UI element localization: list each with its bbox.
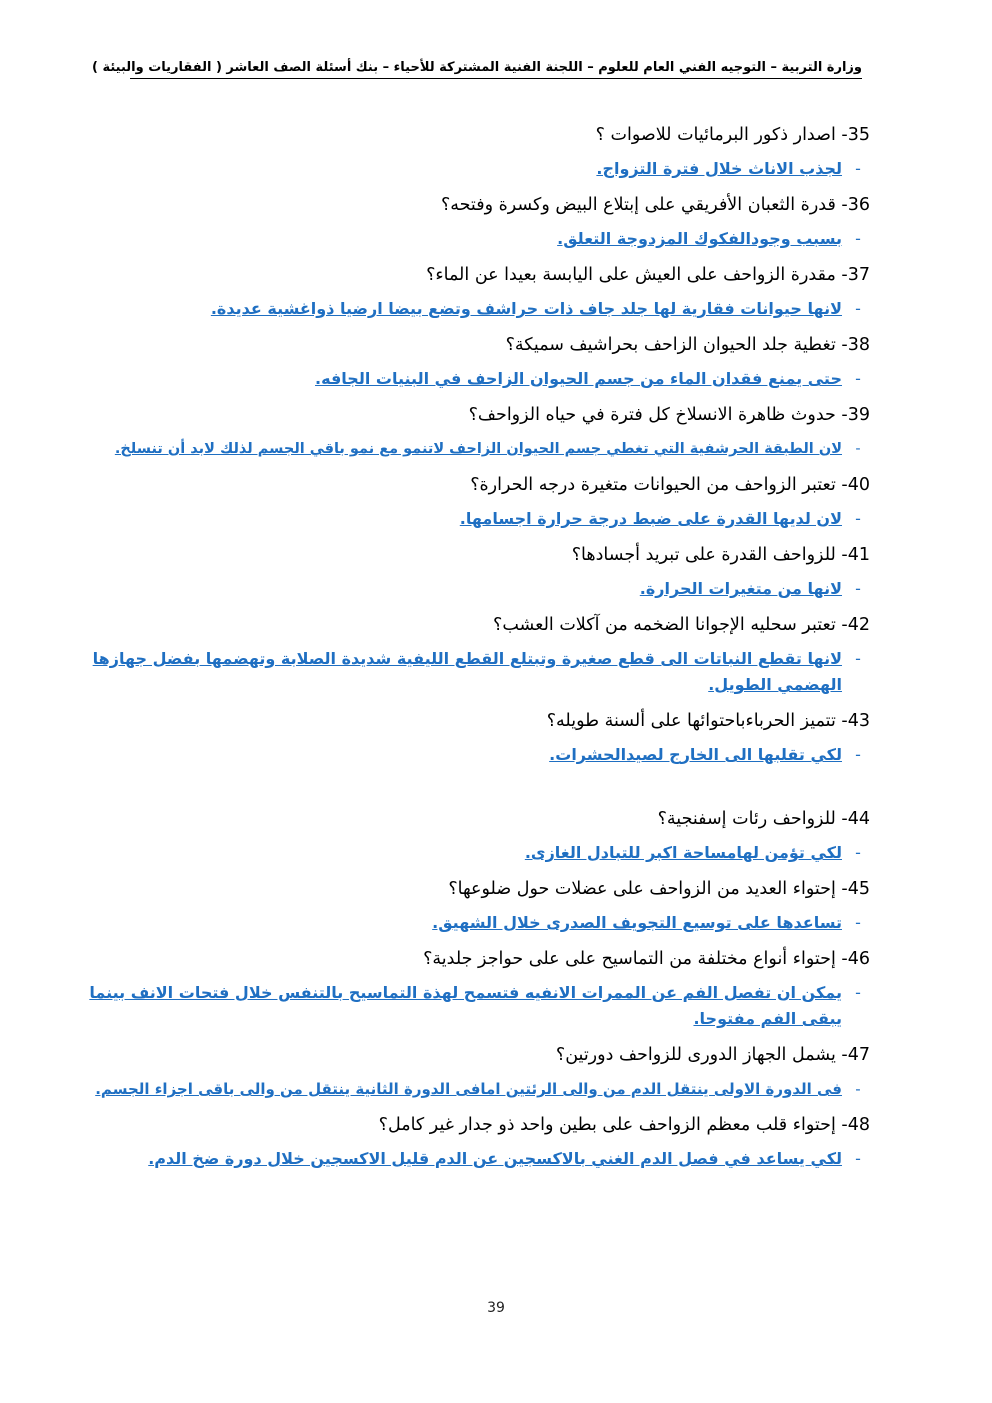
dash-marker: - <box>855 649 861 668</box>
page-header: وزارة التربية – التوجيه الفني العام للعلوم – اللجنة الفنية المشتركة للأحياء – بنك أسئلة الصف العاشر ( الفقاريات والبيئة ) <box>130 60 862 79</box>
answer-41 <box>90 576 874 602</box>
question-41: 41- للزواحف القدرة على تبريد أجسادها؟ <box>571 545 870 565</box>
answer-44 <box>90 840 874 866</box>
question-43: 43- تتميز الحرباءباحتوائها على ألسنة طويله؟ <box>546 711 870 731</box>
question-35: 35- اصدار ذكور البرمائيات للاصوات ؟ <box>595 125 870 145</box>
answer-text-35: لجذب الاناث خلال فترة التزواج. <box>596 159 842 178</box>
answer-48 <box>90 1146 874 1172</box>
dash-marker: - <box>855 913 861 932</box>
answer-text-46: يمكن ان تفصل الفم عن الممرات الانفيه فتسمح لهذة التماسيح بالتنفس خلال فتحات الانف بينما يبقى الفم مفتوحا. <box>89 983 842 1028</box>
question-44: 44- للزواحف رئات إسفنجية؟ <box>657 809 870 829</box>
qa-item-38 <box>90 328 874 392</box>
page-number: 39 <box>487 1300 505 1316</box>
dash-marker: - <box>855 369 861 388</box>
answer-40 <box>90 506 874 532</box>
answer-text-36: بسبب وجودالفكوك المزدوجة التعلق. <box>557 229 842 248</box>
qa-item-36 <box>90 188 874 252</box>
dash-marker: - <box>855 579 861 598</box>
dash-marker: - <box>855 159 861 178</box>
answer-text-37: لانها حيوانات فقارية لها جلد جاف ذات حراشف وتضع بيضا ارضيا ذواغشية عديدة. <box>210 299 842 318</box>
dash-marker: - <box>855 441 861 457</box>
answer-text-44: لكي تؤمن لهامساحة اكبر للتبادل الغازى. <box>524 843 842 862</box>
spacer <box>90 774 874 802</box>
answer-text-48: لكي يساعد في فصل الدم الغني بالاكسجين عن الدم قليل الاكسجين خلال دورة ضخ الدم. <box>148 1149 842 1168</box>
answer-38 <box>90 366 874 392</box>
dash-marker: - <box>855 509 861 528</box>
answer-36 <box>90 226 874 252</box>
answer-35 <box>90 156 874 182</box>
qa-item-42 <box>90 608 874 698</box>
dash-marker: - <box>855 983 861 1002</box>
qa-item-47 <box>90 1038 874 1102</box>
dash-marker: - <box>855 299 861 318</box>
answer-text-43: لكي تقلبها الى الخارج لصيدالحشرات. <box>549 745 842 764</box>
qa-item-37 <box>90 258 874 322</box>
answer-text-40: لان لديها القدرة على ضبط درجة حرارة اجسامها. <box>459 509 842 528</box>
qa-item-44 <box>90 802 874 866</box>
question-42: 42- تعتبر سحليه الإجوانا الضخمه من آكلات العشب؟ <box>493 615 870 635</box>
answer-text-47: فى الدورة الاولى ينتقل الدم من والى الرئتين امافى الدورة الثانية ينتقل من والى باقى اجزاء الجسم. <box>95 1080 842 1098</box>
answer-45 <box>90 910 874 936</box>
qa-item-40 <box>90 468 874 532</box>
dash-marker: - <box>855 229 861 248</box>
question-36: 36- قدرة الثعبان الأفريقي على إبتلاع البيض وكسرة وفتحه؟ <box>440 195 870 215</box>
question-40: 40- تعتبر الزواحف من الحيوانات متغيرة درجه الحرارة؟ <box>470 475 870 495</box>
qa-item-48 <box>90 1108 874 1172</box>
qa-item-45 <box>90 872 874 936</box>
dash-marker: - <box>855 1149 861 1168</box>
question-37: 37- مقدرة الزواحف على العيش على اليابسة بعيدا عن الماء؟ <box>426 265 870 285</box>
question-46: 46- إحتواء أنواع مختلفة من التماسيح على على حواجز جلدية؟ <box>423 949 870 969</box>
answer-text-41: لانها من متغيرات الحرارة. <box>639 579 842 598</box>
question-47: 47- يشمل الجهاز الدورى للزواحف دورتين؟ <box>555 1045 870 1065</box>
answer-text-42: لانها تقطع النباتات الى قطع صغيرة وتبتلع القطع الليفية شديدة الصلابة وتهضمها بفضل جهازها الهضمي الطويل. <box>92 649 842 694</box>
answer-47 <box>90 1076 874 1102</box>
question-45: 45- إحتواء العديد من الزواحف على عضلات حول ضلوعها؟ <box>448 879 870 899</box>
dash-marker: - <box>855 745 861 764</box>
dash-marker: - <box>855 843 861 862</box>
answer-43 <box>90 742 874 768</box>
dash-marker: - <box>855 1080 861 1098</box>
qa-item-39 <box>90 398 874 462</box>
answer-text-38: حتى يمنع فقدان الماء من جسم الحيوان الزاحف في البنيات الجافه. <box>315 369 842 388</box>
qa-item-41 <box>90 538 874 602</box>
answer-46 <box>62 980 874 1032</box>
qa-item-46 <box>90 942 874 1032</box>
question-48: 48- إحتواء قلب معظم الزواحف على بطين واحد ذو جدار غير كامل؟ <box>378 1115 870 1135</box>
qa-list <box>90 118 874 1178</box>
question-38: 38- تغطية جلد الحيوان الزاحف بحراشيف سميكة؟ <box>505 335 870 355</box>
answer-text-39: لان الطبقة الحرشفية التي تغطي جسم الحيوان الزاحف لاتنمو مع نمو باقي الجسم لذلك لابد أن تنسلخ. <box>114 441 842 457</box>
answer-42 <box>90 646 874 698</box>
answer-39 <box>90 436 874 462</box>
question-39: 39- حدوث ظاهرة الانسلاخ كل فترة في حياه الزواحف؟ <box>468 405 870 425</box>
qa-item-43 <box>90 704 874 768</box>
answer-text-45: تساعدها على توسيع التجويف الصدرى خلال الشهيق. <box>432 913 842 932</box>
qa-item-35 <box>90 118 874 182</box>
answer-37 <box>90 296 874 322</box>
